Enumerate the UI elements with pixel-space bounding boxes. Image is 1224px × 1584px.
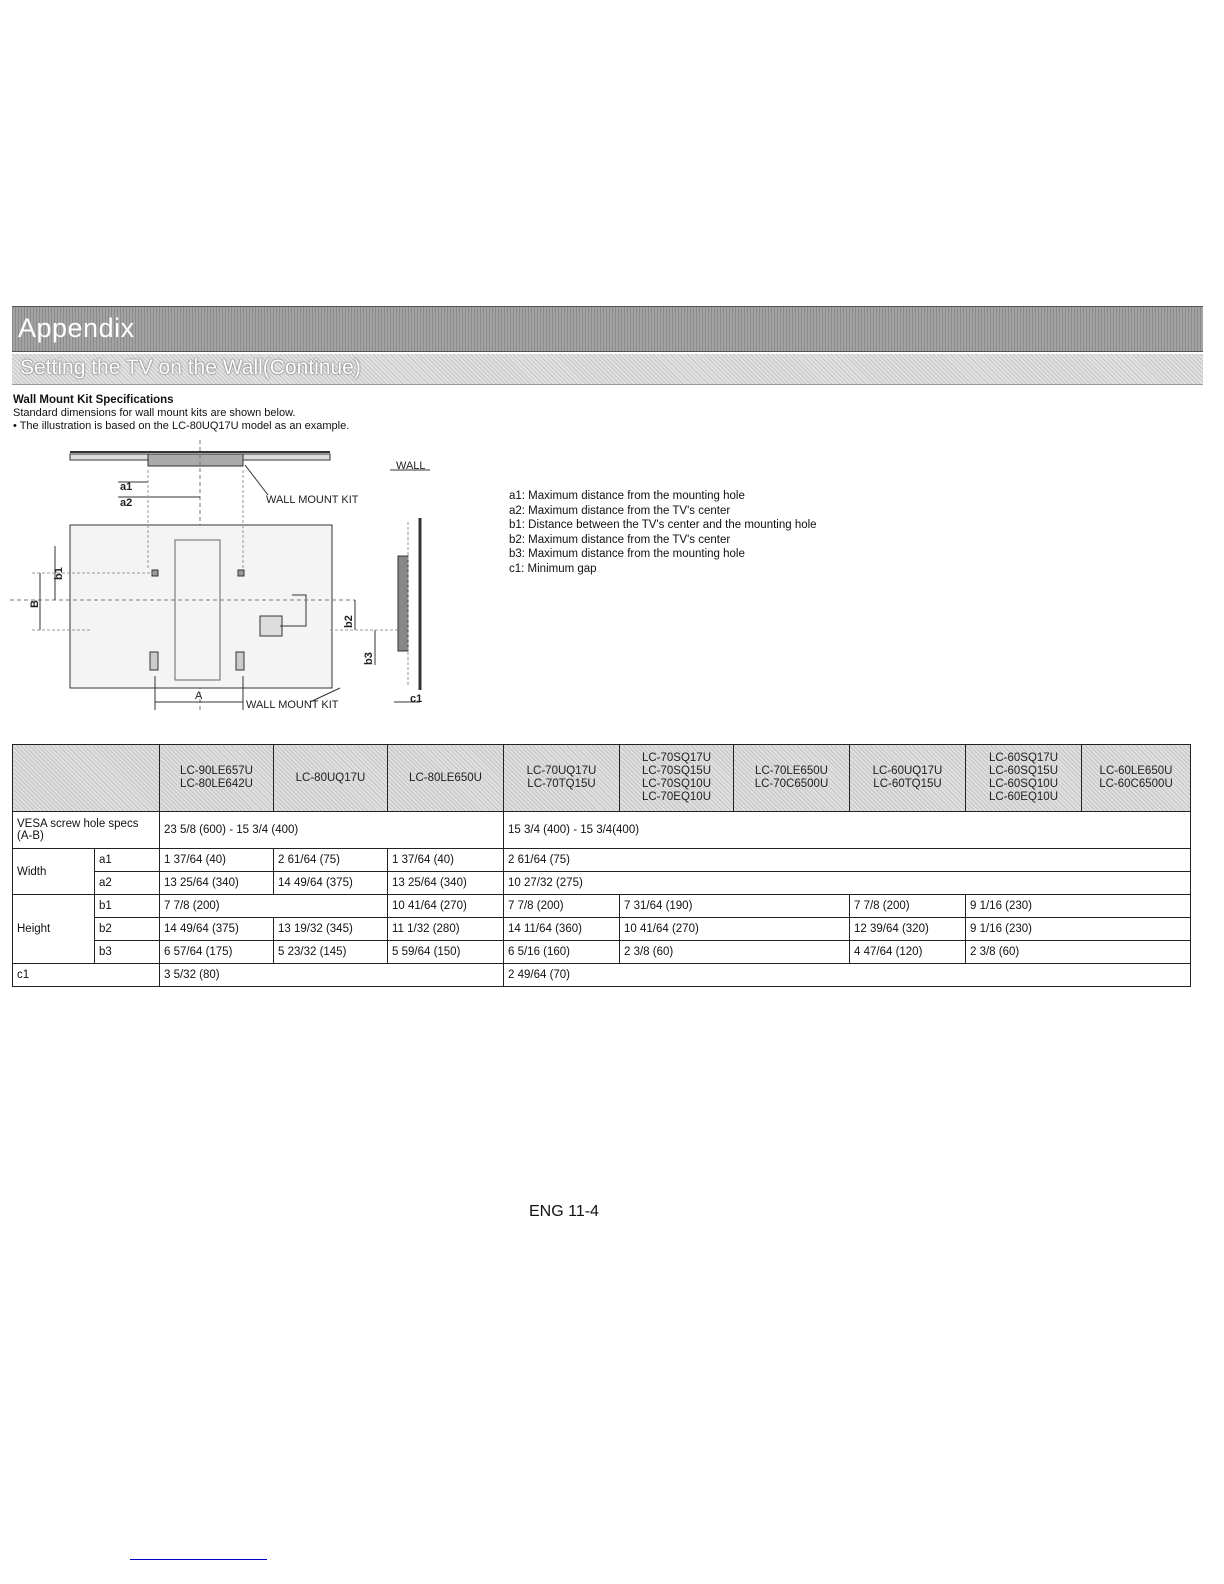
row-label-b2: b2 <box>95 918 160 941</box>
table-row-b1 <box>13 895 1191 918</box>
cell: 7 7/8 (200) <box>504 895 620 918</box>
cell: 15 3/4 (400) - 15 3/4(400) <box>504 812 1191 849</box>
legend-b2: b2: Maximum distance from the TV's center <box>509 533 731 546</box>
row-label-c1: c1 <box>13 964 160 987</box>
a-label: A <box>195 690 203 702</box>
section-banner <box>12 354 1203 385</box>
b2-label: b2 <box>343 615 355 628</box>
row-label-a2: a2 <box>95 872 160 895</box>
cell: 14 49/64 (375) <box>274 872 388 895</box>
model-col-8: LC-60SQ17U LC-60SQ15U LC-60SQ10U LC-60EQ10U <box>966 745 1082 812</box>
cell: 12 39/64 (320) <box>850 918 966 941</box>
model-col-3: LC-80LE650U <box>388 745 504 812</box>
cell: 6 5/16 (160) <box>504 941 620 964</box>
wall-label: WALL <box>396 460 426 472</box>
legend-a2: a2: Maximum distance from the TV's center <box>509 504 731 517</box>
cell: 3 5/32 (80) <box>160 964 504 987</box>
cell: 7 7/8 (200) <box>160 895 388 918</box>
cell: 13 19/32 (345) <box>274 918 388 941</box>
cell: 1 37/64 (40) <box>160 849 274 872</box>
mount-kit-label-bottom: WALL MOUNT KIT <box>246 699 339 711</box>
table-row-a1 <box>13 849 1191 872</box>
cell: 2 3/8 (60) <box>966 941 1191 964</box>
cell: 10 41/64 (270) <box>620 918 850 941</box>
mount-kit-label-top: WALL MOUNT KIT <box>266 494 359 506</box>
spec-table <box>12 744 1191 987</box>
legend-c1: c1: Minimum gap <box>509 562 597 575</box>
page-number: ENG 11-4 <box>529 1203 599 1220</box>
legend-b3: b3: Maximum distance from the mounting hole <box>509 548 745 560</box>
appendix-title: Appendix <box>18 313 135 343</box>
intro-text <box>13 394 349 433</box>
legend <box>509 489 817 576</box>
section-title: Setting the TV on the Wall(Continue) <box>20 356 361 379</box>
header-blank <box>13 745 160 812</box>
model-col-7: LC-60UQ17U LC-60TQ15U <box>850 745 966 812</box>
row-label-b1: b1 <box>95 895 160 918</box>
c1-label: c1 <box>410 693 423 705</box>
cell: 1 37/64 (40) <box>388 849 504 872</box>
tv-front <box>70 525 332 688</box>
cell: 2 3/8 (60) <box>620 941 850 964</box>
a1-label: a1 <box>120 481 133 493</box>
cell: 2 61/64 (75) <box>274 849 388 872</box>
table-row-c1 <box>13 964 1191 987</box>
row-label-height: Height <box>13 895 95 964</box>
cell: 4 47/64 (120) <box>850 941 966 964</box>
model-col-5: LC-70SQ17U LC-70SQ15U LC-70SQ10U LC-70EQ10U <box>620 745 734 812</box>
model-col-4: LC-70UQ17U LC-70TQ15U <box>504 745 620 812</box>
mount-kit-plate <box>148 454 243 466</box>
cell: 9 1/16 (230) <box>966 918 1191 941</box>
cell: 7 31/64 (190) <box>620 895 850 918</box>
cell: 13 25/64 (340) <box>388 872 504 895</box>
model-col-6: LC-70LE650U LC-70C6500U <box>734 745 850 812</box>
row-label-width: Width <box>13 849 95 895</box>
cell: 9 1/16 (230) <box>966 895 1191 918</box>
cell: 5 23/32 (145) <box>274 941 388 964</box>
appendix-banner <box>12 306 1203 352</box>
cell: 13 25/64 (340) <box>160 872 274 895</box>
intro-line-1: Standard dimensions for wall mount kits are shown below. <box>13 407 296 419</box>
a2-label: a2 <box>120 497 133 509</box>
cell: 2 49/64 (70) <box>504 964 1191 987</box>
b3-label: b3 <box>363 652 375 665</box>
b-label: B <box>29 600 41 608</box>
cell: 14 11/64 (360) <box>504 918 620 941</box>
cell: 11 1/32 (280) <box>388 918 504 941</box>
intro-heading: Wall Mount Kit Specifications <box>13 394 174 406</box>
legend-b1: b1: Distance between the TV's center and the mounting hole <box>509 519 817 531</box>
model-col-1: LC-90LE657U LC-80LE642U <box>160 745 274 812</box>
table-row-b2 <box>13 918 1191 941</box>
intro-line-2: • The illustration is based on the LC-80UQ17U model as an example. <box>13 420 350 432</box>
row-label-b3: b3 <box>95 941 160 964</box>
cell: 14 49/64 (375) <box>160 918 274 941</box>
cell: 6 57/64 (175) <box>160 941 274 964</box>
footer-rule <box>130 1559 267 1560</box>
wall-mount-diagram <box>10 440 450 720</box>
model-col-2: LC-80UQ17U <box>274 745 388 812</box>
row-label-vesa: VESA screw hole specs (A-B) <box>13 812 160 849</box>
cell: 5 59/64 (150) <box>388 941 504 964</box>
cell: 10 27/32 (275) <box>504 872 1191 895</box>
cell: 23 5/8 (600) - 15 3/4 (400) <box>160 812 504 849</box>
model-header-row <box>13 745 1191 812</box>
row-label-a1: a1 <box>95 849 160 872</box>
legend-a1: a1: Maximum distance from the mounting hole <box>509 490 745 502</box>
model-col-9: LC-60LE650U LC-60C6500U <box>1082 745 1191 812</box>
table-row-vesa <box>13 812 1191 849</box>
cell: 2 61/64 (75) <box>504 849 1191 872</box>
b1-label: b1 <box>53 567 65 580</box>
cell: 7 7/8 (200) <box>850 895 966 918</box>
table-row-b3 <box>13 941 1191 964</box>
cell: 10 41/64 (270) <box>388 895 504 918</box>
table-row-a2 <box>13 872 1191 895</box>
